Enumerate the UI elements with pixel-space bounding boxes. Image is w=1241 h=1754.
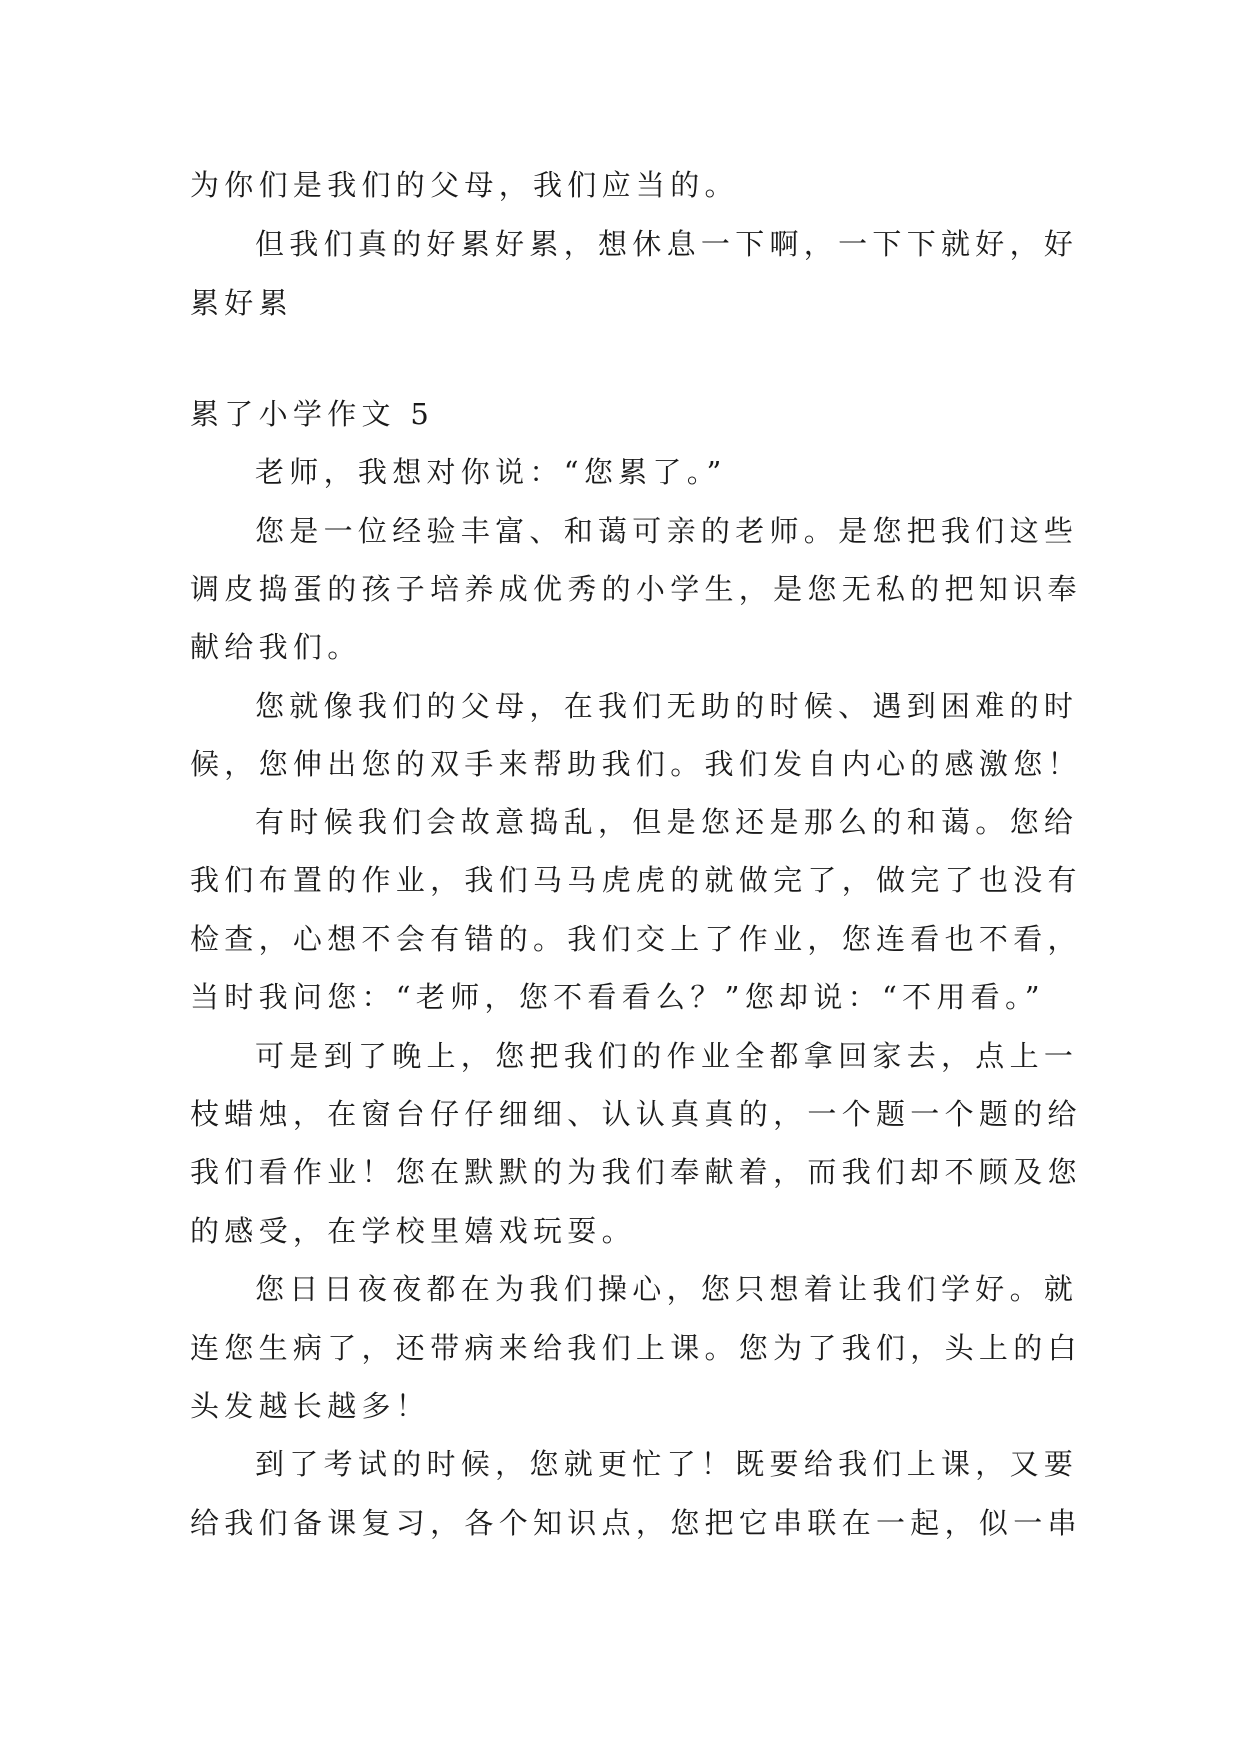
paragraph-line: 您就像我们的父母，在我们无助的时候、遇到困难的时 — [255, 689, 1079, 723]
paragraph-line: 头发越长越多！ — [190, 1389, 431, 1423]
paragraph-line: 的感受，在学校里嬉戏玩耍。 — [190, 1214, 636, 1248]
paragraph-line: 候，您伸出您的双手来帮助我们。我们发自内心的感激您！ — [190, 747, 1082, 781]
paragraph-line: 可是到了晚上，您把我们的作业全都拿回家去，点上一 — [255, 1039, 1079, 1073]
paragraph-line: 枝蜡烛，在窗台仔仔细细、认认真真的，一个题一个题的给 — [190, 1097, 1082, 1131]
paragraph-line: 为你们是我们的父母，我们应当的。 — [190, 168, 739, 202]
paragraph-line: 您日日夜夜都在为我们操心，您只想着让我们学好。就 — [255, 1272, 1079, 1306]
paragraph-line: 给我们备课复习，各个知识点，您把它串联在一起，似一串 — [190, 1506, 1082, 1540]
paragraph-line: 调皮捣蛋的孩子培养成优秀的小学生，是您无私的把知识奉 — [190, 572, 1082, 606]
paragraph-line: 我们看作业！您在默默的为我们奉献着，而我们却不顾及您 — [190, 1155, 1082, 1189]
paragraph-line: 您是一位经验丰富、和蔼可亲的老师。是您把我们这些 — [255, 514, 1079, 548]
paragraph-line: 检查，心想不会有错的。我们交上了作业，您连看也不看， — [190, 922, 1082, 956]
paragraph-line: 到了考试的时候，您就更忙了！既要给我们上课，又要 — [255, 1447, 1079, 1481]
paragraph-line: 但我们真的好累好累，想休息一下啊，一下下就好，好 — [255, 227, 1079, 261]
paragraph-line: 连您生病了，还带病来给我们上课。您为了我们，头上的白 — [190, 1331, 1082, 1365]
paragraph-line: 我们布置的作业，我们马马虎虎的就做完了，做完了也没有 — [190, 863, 1082, 897]
paragraph-line: 累好累 — [190, 286, 293, 320]
paragraph-line: 献给我们。 — [190, 630, 362, 664]
paragraph-line: 老师，我想对你说：“您累了。” — [255, 455, 727, 489]
paragraph-line: 有时候我们会故意捣乱，但是您还是那么的和蔼。您给 — [255, 805, 1079, 839]
paragraph-line: 当时我问您：“老师，您不看看么？”您却说：“不用看。” — [190, 980, 1045, 1014]
section-heading: 累了小学作文 5 — [190, 397, 435, 431]
